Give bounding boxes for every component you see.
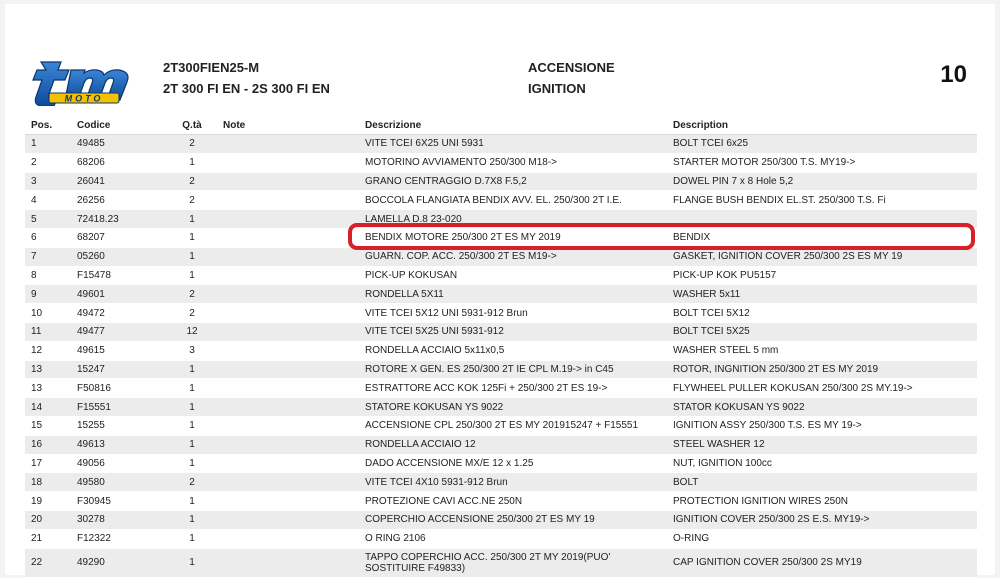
cell-descrizione: COPERCHIO ACCENSIONE 250/300 2T ES MY 19 xyxy=(359,510,667,529)
table-row[interactable] xyxy=(25,548,977,577)
cell-description: DOWEL PIN 7 x 8 Hole 5,2 xyxy=(667,172,977,191)
parts-table xyxy=(25,116,977,578)
cell-description: STARTER MOTOR 250/300 T.S. MY19-> xyxy=(667,153,977,172)
cell-description: BOLT TCEI 5X12 xyxy=(667,304,977,323)
column-header-qty: Q.tà xyxy=(167,116,217,135)
cell-qty: 1 xyxy=(167,266,217,285)
cell-qty: 1 xyxy=(167,379,217,398)
cell-pos: 6 xyxy=(25,228,71,247)
column-header-code: Codice xyxy=(71,116,167,135)
cell-pos: 21 xyxy=(25,529,71,548)
table-row[interactable] xyxy=(25,379,977,398)
section-title-italian: ACCENSIONE xyxy=(528,60,615,75)
cell-note xyxy=(217,473,359,492)
cell-pos: 4 xyxy=(25,191,71,210)
cell-descrizione: RONDELLA ACCIAIO 12 xyxy=(359,435,667,454)
cell-descrizione: TAPPO COPERCHIO ACC. 250/300 2T MY 2019(PUO' SOSTITUIRE F49833) xyxy=(359,548,667,577)
table-row[interactable] xyxy=(25,529,977,548)
cell-pos: 14 xyxy=(25,398,71,417)
cell-descrizione: GRANO CENTRAGGIO D.7X8 F.5,2 xyxy=(359,172,667,191)
cell-code: F15478 xyxy=(71,266,167,285)
table-row[interactable] xyxy=(25,416,977,435)
model-code: 2T300FIEN25-M xyxy=(163,60,260,75)
cell-code: 15255 xyxy=(71,416,167,435)
cell-description: BENDIX xyxy=(667,228,977,247)
cell-qty: 2 xyxy=(167,285,217,304)
cell-description: PICK-UP KOK PU5157 xyxy=(667,266,977,285)
cell-note xyxy=(217,379,359,398)
cell-descrizione: MOTORINO AVVIAMENTO 250/300 M18-> xyxy=(359,153,667,172)
cell-code: 05260 xyxy=(71,247,167,266)
cell-note xyxy=(217,304,359,323)
cell-pos: 13 xyxy=(25,360,71,379)
table-row[interactable] xyxy=(25,153,977,172)
cell-qty: 1 xyxy=(167,548,217,577)
cell-note xyxy=(217,172,359,191)
cell-note xyxy=(217,416,359,435)
table-row[interactable] xyxy=(25,172,977,191)
model-name: 2T 300 FI EN - 2S 300 FI EN xyxy=(163,81,330,96)
cell-description: ROTOR, INGNITION 250/300 2T ES MY 2019 xyxy=(667,360,977,379)
column-header-note: Note xyxy=(217,116,359,135)
cell-descrizione: O RING 2106 xyxy=(359,529,667,548)
cell-descrizione: BOCCOLA FLANGIATA BENDIX AVV. EL. 250/300 2T I.E. xyxy=(359,191,667,210)
cell-qty: 2 xyxy=(167,191,217,210)
cell-pos: 18 xyxy=(25,473,71,492)
cell-description: WASHER STEEL 5 mm xyxy=(667,341,977,360)
cell-description: BOLT TCEI 5X25 xyxy=(667,322,977,341)
table-header-row xyxy=(25,116,977,135)
cell-description: GASKET, IGNITION COVER 250/300 2S ES MY 19 xyxy=(667,247,977,266)
cell-pos: 15 xyxy=(25,416,71,435)
cell-qty: 1 xyxy=(167,210,217,229)
cell-note xyxy=(217,341,359,360)
cell-description: O-RING xyxy=(667,529,977,548)
column-header-description: Description xyxy=(667,116,977,135)
cell-qty: 1 xyxy=(167,454,217,473)
cell-descrizione: VITE TCEI 4X10 5931-912 Brun xyxy=(359,473,667,492)
cell-descrizione: ROTORE X GEN. ES 250/300 2T IE CPL M.19-> in C45 xyxy=(359,360,667,379)
table-row[interactable] xyxy=(25,435,977,454)
tm-moto-logo xyxy=(27,56,137,106)
cell-descrizione: DADO ACCENSIONE MX/E 12 x 1.25 xyxy=(359,454,667,473)
cell-code: 68207 xyxy=(71,228,167,247)
cell-pos: 19 xyxy=(25,492,71,511)
cell-note xyxy=(217,548,359,577)
cell-description: STATOR KOKUSAN YS 9022 xyxy=(667,398,977,417)
cell-qty: 1 xyxy=(167,492,217,511)
cell-description: STEEL WASHER 12 xyxy=(667,435,977,454)
cell-descrizione: BENDIX MOTORE 250/300 2T ES MY 2019 xyxy=(359,228,667,247)
column-header-pos: Pos. xyxy=(25,116,71,135)
cell-code: 30278 xyxy=(71,510,167,529)
cell-note xyxy=(217,135,359,154)
cell-descrizione: ESTRATTORE ACC KOK 125Fi + 250/300 2T ES 19-> xyxy=(359,379,667,398)
cell-descrizione: ACCENSIONE CPL 250/300 2T ES MY 201915247 + F15551 xyxy=(359,416,667,435)
cell-pos: 16 xyxy=(25,435,71,454)
cell-qty: 1 xyxy=(167,247,217,266)
cell-note xyxy=(217,510,359,529)
cell-qty: 2 xyxy=(167,304,217,323)
cell-pos: 17 xyxy=(25,454,71,473)
cell-descrizione: VITE TCEI 6X25 UNI 5931 xyxy=(359,135,667,154)
cell-code: 72418.23 xyxy=(71,210,167,229)
cell-qty: 1 xyxy=(167,153,217,172)
table-row[interactable] xyxy=(25,285,977,304)
table-row[interactable] xyxy=(25,247,977,266)
table-row[interactable] xyxy=(25,341,977,360)
cell-qty: 2 xyxy=(167,473,217,492)
cell-pos: 13 xyxy=(25,379,71,398)
cell-note xyxy=(217,266,359,285)
cell-pos: 7 xyxy=(25,247,71,266)
cell-qty: 2 xyxy=(167,172,217,191)
cell-pos: 8 xyxy=(25,266,71,285)
cell-pos: 22 xyxy=(25,548,71,577)
cell-code: 49615 xyxy=(71,341,167,360)
cell-qty: 1 xyxy=(167,435,217,454)
cell-note xyxy=(217,454,359,473)
table-row[interactable] xyxy=(25,454,977,473)
cell-description: BOLT xyxy=(667,473,977,492)
cell-description: IGNITION COVER 250/300 2S E.S. MY19-> xyxy=(667,510,977,529)
cell-code: 15247 xyxy=(71,360,167,379)
cell-qty: 1 xyxy=(167,398,217,417)
cell-descrizione: STATORE KOKUSAN YS 9022 xyxy=(359,398,667,417)
cell-pos: 20 xyxy=(25,510,71,529)
cell-description: FLYWHEEL PULLER KOKUSAN 250/300 2S MY.19-> xyxy=(667,379,977,398)
table-row[interactable] xyxy=(25,473,977,492)
cell-qty: 2 xyxy=(167,135,217,154)
cell-description: WASHER 5x11 xyxy=(667,285,977,304)
cell-note xyxy=(217,398,359,417)
table-row[interactable] xyxy=(25,398,977,417)
cell-note xyxy=(217,228,359,247)
cell-qty: 1 xyxy=(167,529,217,548)
cell-note xyxy=(217,247,359,266)
cell-code: 26041 xyxy=(71,172,167,191)
cell-note xyxy=(217,191,359,210)
cell-code: 49056 xyxy=(71,454,167,473)
cell-pos: 2 xyxy=(25,153,71,172)
cell-qty: 1 xyxy=(167,510,217,529)
cell-code: 49601 xyxy=(71,285,167,304)
cell-descrizione: GUARN. COP. ACC. 250/300 2T ES M19-> xyxy=(359,247,667,266)
cell-pos: 3 xyxy=(25,172,71,191)
cell-descrizione: PROTEZIONE CAVI ACC.NE 250N xyxy=(359,492,667,511)
cell-code: 49477 xyxy=(71,322,167,341)
cell-note xyxy=(217,360,359,379)
cell-descrizione: RONDELLA ACCIAIO 5x11x0,5 xyxy=(359,341,667,360)
cell-code: 49580 xyxy=(71,473,167,492)
table-row[interactable] xyxy=(25,304,977,323)
page-number: 10 xyxy=(940,61,967,88)
cell-qty: 1 xyxy=(167,360,217,379)
cell-code: F12322 xyxy=(71,529,167,548)
cell-pos: 5 xyxy=(25,210,71,229)
cell-code: 49290 xyxy=(71,548,167,577)
cell-description: CAP IGNITION COVER 250/300 2S MY19 xyxy=(667,548,977,577)
cell-description: IGNITION ASSY 250/300 T.S. ES MY 19-> xyxy=(667,416,977,435)
cell-code: 49485 xyxy=(71,135,167,154)
cell-description: FLANGE BUSH BENDIX EL.ST. 250/300 T.S. Fi xyxy=(667,191,977,210)
cell-code: 68206 xyxy=(71,153,167,172)
cell-pos: 9 xyxy=(25,285,71,304)
cell-code: F30945 xyxy=(71,492,167,511)
parts-catalog-page xyxy=(5,4,995,575)
cell-pos: 1 xyxy=(25,135,71,154)
cell-pos: 12 xyxy=(25,341,71,360)
table-row[interactable] xyxy=(25,492,977,511)
cell-description: PROTECTION IGNITION WIRES 250N xyxy=(667,492,977,511)
cell-note xyxy=(217,435,359,454)
table-row[interactable] xyxy=(25,322,977,341)
cell-note xyxy=(217,322,359,341)
cell-descrizione: VITE TCEI 5X12 UNI 5931-912 Brun xyxy=(359,304,667,323)
cell-note xyxy=(217,529,359,548)
table-row[interactable] xyxy=(25,510,977,529)
cell-note xyxy=(217,153,359,172)
cell-note xyxy=(217,285,359,304)
cell-description: NUT, IGNITION 100cc xyxy=(667,454,977,473)
highlight-box xyxy=(348,223,975,250)
table-row[interactable] xyxy=(25,191,977,210)
cell-code: 26256 xyxy=(71,191,167,210)
cell-note xyxy=(217,492,359,511)
section-title-english: IGNITION xyxy=(528,81,586,96)
cell-code: F15551 xyxy=(71,398,167,417)
logo-subtext: MOTO xyxy=(64,93,104,104)
cell-descrizione: LAMELLA D.8 23-020 xyxy=(359,210,667,229)
cell-qty: 1 xyxy=(167,228,217,247)
cell-descrizione: PICK-UP KOKUSAN xyxy=(359,266,667,285)
cell-qty: 3 xyxy=(167,341,217,360)
table-row[interactable] xyxy=(25,266,977,285)
table-row[interactable] xyxy=(25,135,977,154)
cell-note xyxy=(217,210,359,229)
cell-code: 49613 xyxy=(71,435,167,454)
cell-qty: 1 xyxy=(167,416,217,435)
cell-pos: 10 xyxy=(25,304,71,323)
cell-code: F50816 xyxy=(71,379,167,398)
cell-pos: 11 xyxy=(25,322,71,341)
cell-qty: 12 xyxy=(167,322,217,341)
cell-description: BOLT TCEI 6x25 xyxy=(667,135,977,154)
cell-descrizione: VITE TCEI 5X25 UNI 5931-912 xyxy=(359,322,667,341)
column-header-descrizione: Descrizione xyxy=(359,116,667,135)
table-row[interactable] xyxy=(25,360,977,379)
cell-code: 49472 xyxy=(71,304,167,323)
cell-descrizione: RONDELLA 5X11 xyxy=(359,285,667,304)
